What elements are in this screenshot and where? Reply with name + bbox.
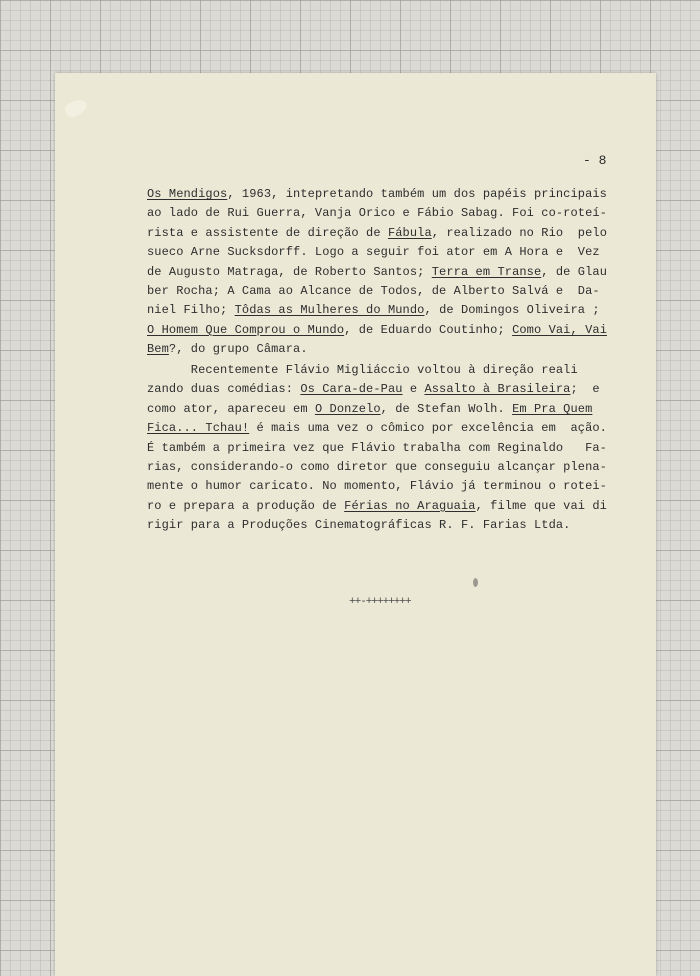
text-line [147, 321, 607, 340]
separator-mark: ++-++++++++ [349, 596, 411, 608]
text-segment: como ator, apareceu em [147, 401, 315, 416]
text-segment: niel Filho; [147, 303, 235, 318]
text-line [147, 204, 607, 223]
text-segment: , realizado no Rio pelo [431, 225, 607, 240]
paragraph-2 [147, 361, 607, 536]
text-segment: rista e assistente de direção de [147, 225, 388, 240]
text-segment: , de Domingos Oliveira ; [424, 303, 600, 318]
text-line [147, 263, 607, 282]
text-segment: ao lado de Rui Guerra, Vanja Orico e Fábio Sabag. Foi co-roteí- [147, 206, 607, 221]
underlined-title: Em Pra Quem [512, 401, 593, 416]
underlined-title: Assalto à Brasileira [424, 382, 571, 397]
text-segment: zando duas comédias: [147, 382, 301, 397]
text-segment: , de Eduardo Coutinho; [344, 322, 513, 337]
text-segment: e [402, 382, 425, 397]
text-segment: de Augusto Matraga, de Roberto Santos; [147, 264, 432, 279]
typewritten-page [55, 73, 656, 976]
underlined-title: Fábula [387, 225, 432, 240]
text-line [147, 361, 607, 380]
text-line [147, 282, 607, 301]
text-line [147, 340, 607, 359]
text-segment: , de Glau [541, 264, 607, 279]
text-line [147, 185, 607, 204]
text-line [147, 400, 607, 419]
text-line [147, 243, 607, 262]
text-segment: , 1963, intepretando também um dos papéis principais [227, 187, 607, 201]
underlined-title: Fica... Tchau! [147, 421, 250, 436]
text-line [147, 477, 607, 496]
underlined-title: Terra em Transe [431, 264, 542, 279]
text-line [147, 419, 607, 438]
paper-tear-mark [63, 97, 89, 119]
text-segment: sueco Arne Sucksdorff. Logo a seguir foi ator em A Hora e Vez [147, 245, 600, 260]
paragraph-1 [147, 185, 607, 360]
text-segment: É também a primeira vez que Flávio trabalha com Reginaldo Fa- [147, 440, 607, 455]
text-segment: Recentemente Flávio Migliáccio voltou à direção reali [147, 363, 578, 377]
text-line [147, 458, 607, 477]
underlined-title: Como Vai, Vai [512, 322, 607, 337]
text-segment: ; e [570, 382, 600, 397]
text-line [147, 497, 607, 516]
text-segment: mente o humor caricato. No momento, Flávio já terminou o rotei- [147, 479, 607, 494]
underlined-title: Bem [147, 342, 169, 357]
text-line [147, 380, 607, 399]
text-segment: ber Rocha; A Cama ao Alcance de Todos, de Alberto Salvá e Da- [147, 283, 600, 298]
text-segment: rias, considerando-o como diretor que conseguiu alcançar plena- [147, 459, 607, 474]
underlined-title: O Homem Que Comprou o Mundo [147, 322, 345, 337]
underlined-title: Os Mendigos [147, 187, 228, 201]
text-line [147, 301, 607, 320]
text-segment: é mais uma vez o cômico por excelência em ação. [249, 421, 607, 436]
text-line [147, 516, 607, 535]
text-segment: ro e prepara a produção de [147, 498, 345, 513]
underlined-title: O Donzelo [314, 401, 381, 416]
text-segment: ?, do grupo Câmara. [168, 342, 308, 357]
text-line [147, 439, 607, 458]
underlined-title: Férias no Araguaia [344, 498, 476, 513]
underlined-title: Tôdas as Mulheres do Mundo [234, 303, 425, 318]
text-segment: , filme que vai di [475, 498, 607, 513]
page-number: - 8 [583, 153, 607, 168]
underlined-title: Os Cara-de-Pau [300, 382, 403, 397]
text-segment: , de Stefan Wolh. [380, 401, 513, 416]
text-segment: rigir para a Produções Cinematográficas R. F. Farias Ltda. [147, 518, 571, 533]
ink-smudge [473, 578, 478, 587]
text-line [147, 224, 607, 243]
